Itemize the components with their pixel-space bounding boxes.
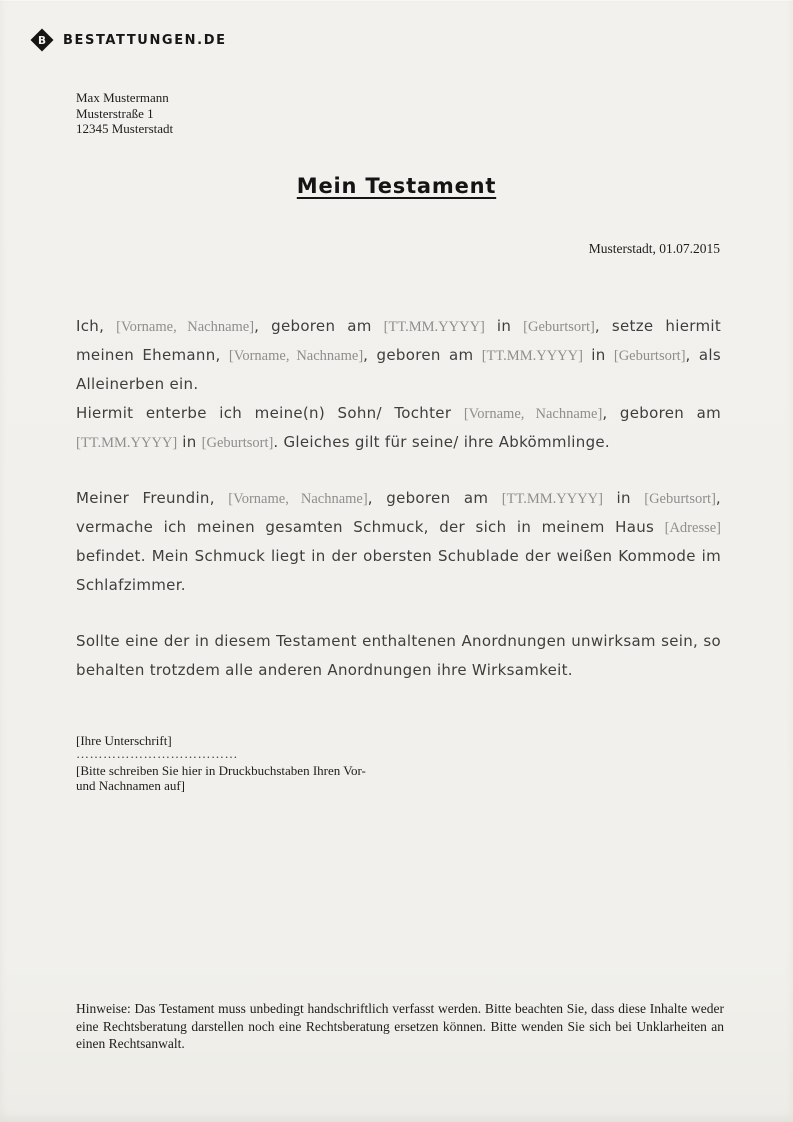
body-text: Sollte eine der in diesem Testament enthaltenen Anordnungen unwirksam sein, so behalten trotzdem alle anderen Anordnungen ihre Wirksamkeit. bbox=[76, 632, 721, 679]
body-text: in bbox=[484, 317, 524, 335]
signature-label: [Ihre Unterschrift] bbox=[76, 733, 172, 748]
title-container bbox=[0, 174, 793, 198]
placeholder-birthplace: [Geburtsort] bbox=[613, 348, 686, 364]
placeholder-birthdate: [TT.MM.YYYY] bbox=[501, 491, 603, 507]
body-text: , geboren am bbox=[602, 404, 721, 422]
placeholder-name: [Vorname, Nachname] bbox=[116, 319, 255, 335]
paragraph-jewelry-bequest bbox=[76, 484, 721, 600]
sender-address-block bbox=[76, 90, 173, 137]
logo-letter: B bbox=[37, 35, 47, 48]
placeholder-birthplace: [Geburtsort] bbox=[523, 319, 595, 335]
brand-header bbox=[30, 28, 227, 52]
signature-block bbox=[76, 733, 386, 793]
body-text: Hiermit enterbe ich meine(n) Sohn/ Tochter bbox=[76, 404, 464, 422]
sender-street: Musterstraße 1 bbox=[76, 105, 154, 121]
body-text: in bbox=[602, 489, 645, 507]
signature-instruction-note: [Bitte schreiben Sie hier in Druckbuchstaben Ihren Vor- und Nachnamen auf] bbox=[76, 763, 366, 793]
placeholder-address: [Adresse] bbox=[664, 520, 721, 536]
signature-dotted-line: ……………………………… bbox=[76, 748, 238, 760]
body-text: , setze hiermit meinen Ehemann, bbox=[76, 317, 721, 364]
document-body bbox=[76, 312, 721, 712]
placeholder-name: [Vorname, Nachname] bbox=[228, 491, 368, 507]
body-text: befindet. Mein Schmuck liegt in der obersten Schublade der weißen Kommode im Schlafzimmer. bbox=[76, 547, 721, 594]
placeholder-name: [Vorname, Nachname] bbox=[463, 406, 603, 422]
body-text: , geboren am bbox=[254, 317, 384, 335]
body-text: Ich, bbox=[76, 317, 117, 335]
body-text: . Gleiches gilt für seine/ ihre Abkömmlinge. bbox=[273, 433, 611, 451]
body-text: , geboren am bbox=[367, 489, 502, 507]
placeholder-name: [Vorname, Nachname] bbox=[228, 348, 364, 364]
paragraph-heir-and-disinheritance bbox=[76, 312, 721, 457]
footer-disclaimer: Hinweise: Das Testament muss unbedingt handschriftlich verfasst werden. Bitte beachten Sie, dass diese Inhalte weder eine Rechtsberatung darstellen noch eine Rechtsberatung ersetzen können. Bitte wenden Sie sich bei Unklarheiten an einen Rechtsanwalt. bbox=[76, 1001, 724, 1051]
placeholder-birthdate: [TT.MM.YYYY] bbox=[383, 319, 485, 335]
placeholder-birthdate: [TT.MM.YYYY] bbox=[481, 348, 583, 364]
body-text: in bbox=[582, 346, 614, 364]
place-and-date-line: Musterstadt, 01.07.2015 bbox=[588, 241, 720, 256]
brand-name: BESTATTUNGEN.DE bbox=[63, 32, 227, 48]
paragraph-severability-clause bbox=[76, 627, 721, 685]
body-text: , als Alleinerben ein. bbox=[76, 346, 721, 393]
body-text: Meiner Freundin, bbox=[76, 489, 229, 507]
sender-city: 12345 Musterstadt bbox=[76, 121, 174, 136]
diamond-b-logo-icon bbox=[30, 28, 54, 52]
placeholder-birthdate: [TT.MM.YYYY] bbox=[76, 435, 178, 451]
body-text: , geboren am bbox=[363, 346, 482, 364]
body-text: in bbox=[177, 433, 202, 451]
placeholder-birthplace: [Geburtsort] bbox=[644, 491, 716, 507]
sender-name: Max Mustermann bbox=[76, 90, 169, 105]
body-text: , vermache ich meinen gesamten Schmuck, der sich in meinem Haus bbox=[76, 489, 721, 536]
document-title: Mein Testament bbox=[296, 174, 497, 198]
placeholder-birthplace: [Geburtsort] bbox=[201, 435, 274, 451]
